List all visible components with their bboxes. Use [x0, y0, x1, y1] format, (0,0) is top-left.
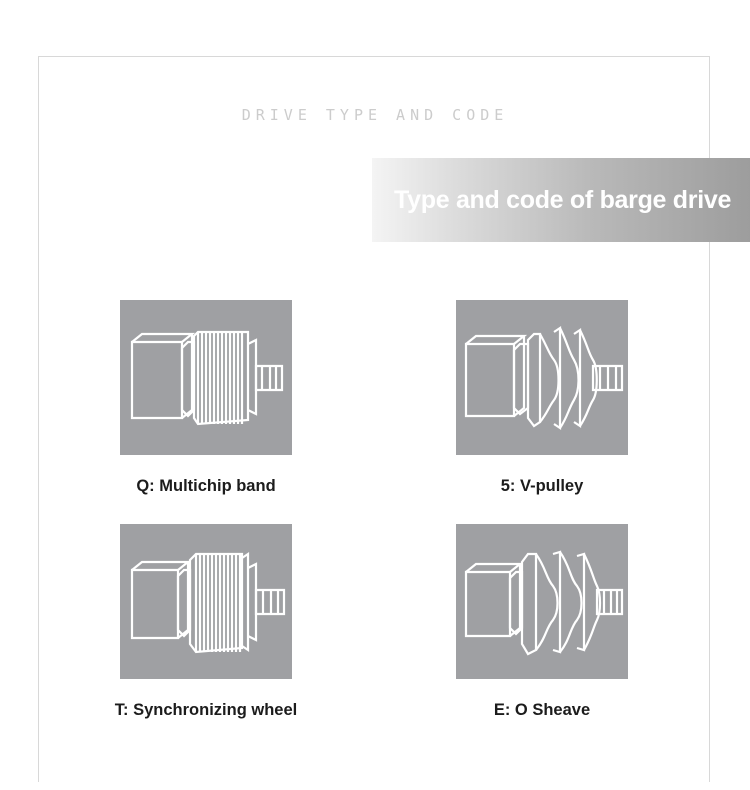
item-caption: 5: V-pulley	[500, 477, 584, 495]
thumbnail	[456, 524, 628, 679]
item-caption: E: O Sheave	[493, 701, 591, 719]
v-pulley-icon	[456, 300, 628, 455]
item-caption: Q: Multichip band	[136, 477, 276, 495]
grid-item-o-sheave[interactable]	[374, 524, 710, 720]
grid-row	[38, 524, 710, 720]
grid-item-multichip-band[interactable]	[38, 300, 374, 496]
o-sheave-icon	[456, 524, 628, 679]
item-caption: T: Synchronizing wheel	[114, 701, 298, 719]
thumbnail	[120, 524, 292, 679]
thumbnail	[456, 300, 628, 455]
timing-wheel-icon	[120, 524, 292, 679]
multi-ribbed-belt-pulley-icon	[120, 300, 292, 455]
grid-item-synchronizing-wheel[interactable]	[38, 524, 374, 720]
drive-type-grid	[38, 300, 710, 720]
page-title: Type and code of barge drive	[394, 185, 732, 214]
grid-item-v-pulley[interactable]	[374, 300, 710, 496]
title-band	[372, 158, 750, 242]
eyebrow-label: DRIVE TYPE AND CODE	[241, 106, 509, 124]
thumbnail	[120, 300, 292, 455]
grid-row	[38, 300, 710, 496]
